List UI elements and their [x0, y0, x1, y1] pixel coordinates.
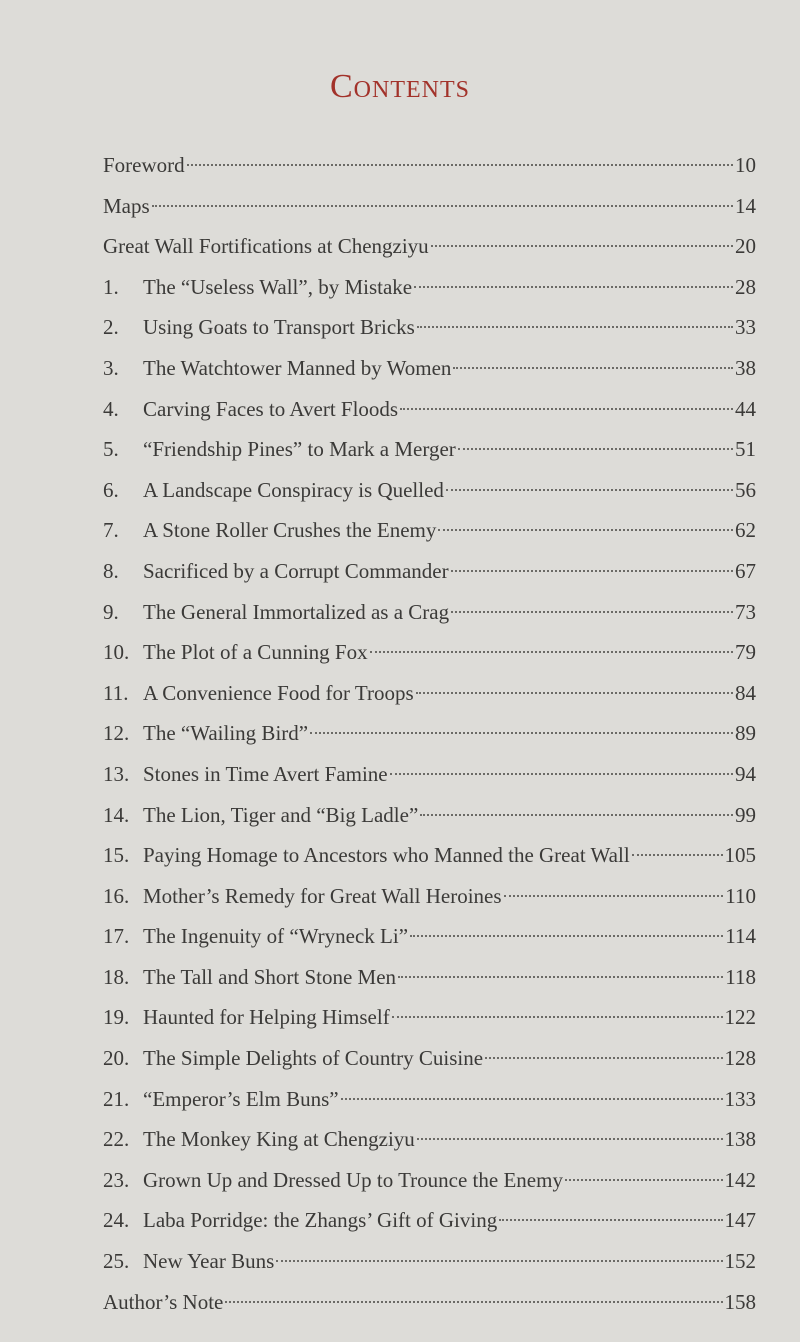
dot-leader	[276, 1260, 722, 1262]
dot-leader	[410, 935, 723, 937]
toc-entry	[103, 1038, 756, 1079]
toc-entry-number: 24.	[103, 1208, 130, 1233]
dot-leader	[485, 1057, 722, 1059]
toc-entry-title: The Simple Delights of Country Cuisine	[143, 1046, 484, 1071]
toc-entry-number: 4.	[103, 396, 119, 421]
toc-entry-page: 67	[735, 558, 756, 583]
toc-entry	[103, 470, 756, 511]
toc-entry-page: 128	[724, 1046, 756, 1071]
dot-leader	[499, 1219, 722, 1221]
dot-leader	[390, 773, 733, 775]
toc-entry-title: The General Immortalized as a Crag	[143, 599, 450, 624]
toc-entry	[103, 673, 756, 714]
toc-entry-title: Using Goats to Transport Bricks	[143, 315, 415, 340]
dot-leader	[458, 448, 733, 450]
dot-leader	[341, 1098, 723, 1100]
toc-entry-title: The “Useless Wall”, by Mistake	[143, 274, 413, 299]
toc-entry	[103, 632, 756, 673]
dot-leader	[417, 326, 733, 328]
toc-entry	[103, 510, 756, 551]
toc-entry-page: 73	[735, 599, 756, 624]
dot-leader	[451, 611, 733, 613]
toc-entry	[103, 348, 756, 389]
toc-entry	[103, 1079, 756, 1120]
toc-entry-page: 14	[735, 193, 756, 218]
toc-entry-title: The Monkey King at Chengziyu	[143, 1127, 415, 1152]
table-of-contents	[103, 145, 756, 1322]
toc-entry-number: 1.	[103, 274, 119, 299]
toc-entry-title: Sacrificed by a Corrupt Commander	[143, 558, 449, 583]
dot-leader	[152, 205, 733, 207]
toc-entry-title: Maps	[103, 193, 150, 218]
toc-entry-number: 14.	[103, 802, 130, 827]
toc-entry-title: Great Wall Fortifications at Chengziyu	[103, 234, 429, 259]
toc-entry-title: The Watchtower Manned by Women	[143, 355, 452, 380]
toc-entry-page: 122	[724, 1005, 756, 1030]
toc-entry-page: 147	[724, 1208, 756, 1233]
dot-leader	[414, 286, 733, 288]
dot-leader	[416, 692, 733, 694]
toc-entry-page: 33	[735, 315, 756, 340]
toc-entry-number: 11.	[103, 680, 129, 705]
toc-entry-title: The “Wailing Bird”	[143, 721, 309, 746]
toc-entry	[103, 186, 756, 227]
dot-leader	[310, 732, 733, 734]
dot-leader	[417, 1138, 723, 1140]
toc-entry-page: 79	[735, 640, 756, 665]
dot-leader	[451, 570, 733, 572]
toc-entry-page: 62	[735, 518, 756, 543]
toc-entry	[103, 551, 756, 592]
toc-entry-title: The Lion, Tiger and “Big Ladle”	[143, 802, 419, 827]
toc-entry-number: 8.	[103, 558, 119, 583]
toc-entry-number: 12.	[103, 721, 130, 746]
toc-entry-number: 18.	[103, 964, 130, 989]
dot-leader	[187, 164, 733, 166]
dot-leader	[632, 854, 723, 856]
toc-entry-page: 10	[735, 153, 756, 177]
toc-entry-page: 89	[735, 721, 756, 746]
toc-entry-number: 6.	[103, 477, 119, 502]
toc-entry-page: 118	[725, 964, 756, 989]
toc-entry-number: 20.	[103, 1046, 130, 1071]
toc-entry	[103, 997, 756, 1038]
toc-entry-page: 152	[724, 1249, 756, 1274]
toc-entry-number: 3.	[103, 355, 119, 380]
dot-leader	[446, 489, 733, 491]
toc-entry-title: Haunted for Helping Himself	[143, 1005, 390, 1030]
toc-entry-title: New Year Buns	[143, 1249, 275, 1274]
toc-entry-page: 20	[735, 234, 756, 259]
toc-entry-title: Grown Up and Dressed Up to Trounce the Enemy	[143, 1167, 563, 1192]
toc-entry-title: Author’s Note	[103, 1289, 224, 1314]
toc-entry	[103, 1241, 756, 1282]
toc-entry-title: “Emperor’s Elm Buns”	[143, 1086, 339, 1111]
toc-entry	[103, 226, 756, 267]
toc-entry-number: 10.	[103, 640, 130, 665]
toc-entry-page: 56	[735, 477, 756, 502]
toc-entry-page: 94	[735, 761, 756, 786]
toc-entry-number: 22.	[103, 1127, 130, 1152]
toc-entry-page: 114	[725, 924, 756, 949]
dot-leader	[453, 367, 733, 369]
toc-entry	[103, 389, 756, 430]
toc-entry	[103, 916, 756, 957]
toc-entry	[103, 429, 756, 470]
toc-entry	[103, 592, 756, 633]
toc-entry-number: 21.	[103, 1086, 130, 1111]
toc-entry-number: 17.	[103, 924, 130, 949]
toc-entry	[103, 1200, 756, 1241]
toc-entry-title: The Ingenuity of “Wryneck Li”	[143, 924, 409, 949]
toc-entry-page: 84	[735, 680, 756, 705]
toc-entry-page: 51	[735, 437, 756, 462]
toc-entry-page: 44	[735, 396, 756, 421]
toc-entry	[103, 145, 756, 186]
toc-entry-number: 19.	[103, 1005, 130, 1030]
toc-entry	[103, 307, 756, 348]
toc-entry-page: 138	[724, 1127, 756, 1152]
toc-entry-number: 23.	[103, 1167, 130, 1192]
toc-entry	[103, 1119, 756, 1160]
toc-entry-page: 110	[725, 883, 756, 908]
toc-entry	[103, 876, 756, 917]
toc-entry	[103, 1160, 756, 1201]
toc-entry-title: Carving Faces to Avert Floods	[143, 396, 399, 421]
toc-entry-number: 16.	[103, 883, 130, 908]
toc-entry	[103, 267, 756, 308]
toc-entry	[103, 957, 756, 998]
toc-entry-title: Mother’s Remedy for Great Wall Heroines	[143, 883, 502, 908]
toc-entry-number: 25.	[103, 1249, 130, 1274]
toc-entry-title: A Convenience Food for Troops	[143, 680, 414, 705]
toc-entry-number: 13.	[103, 761, 130, 786]
toc-entry-page: 38	[735, 355, 756, 380]
toc-entry-title: A Landscape Conspiracy is Quelled	[143, 477, 444, 502]
toc-entry	[103, 795, 756, 836]
dot-leader	[420, 814, 733, 816]
toc-entry-page: 158	[724, 1289, 756, 1314]
toc-entry-title: A Stone Roller Crushes the Enemy	[143, 518, 437, 543]
toc-entry-page: 142	[724, 1167, 756, 1192]
toc-entry-title: The Tall and Short Stone Men	[143, 964, 397, 989]
toc-entry-title: Stones in Time Avert Famine	[143, 761, 388, 786]
dot-leader	[398, 976, 723, 978]
toc-entry	[103, 713, 756, 754]
toc-entry-number: 5.	[103, 437, 119, 462]
toc-entry-number: 9.	[103, 599, 119, 624]
toc-entry	[103, 754, 756, 795]
toc-entry	[103, 1282, 756, 1323]
dot-leader	[370, 651, 733, 653]
toc-entry-number: 15.	[103, 843, 130, 868]
dot-leader	[225, 1301, 722, 1303]
dot-leader	[431, 245, 733, 247]
toc-entry-page: 105	[724, 843, 756, 868]
toc-entry-number: 7.	[103, 518, 119, 543]
dot-leader	[504, 895, 724, 897]
toc-entry-title: The Plot of a Cunning Fox	[143, 640, 368, 665]
toc-entry-page: 28	[735, 274, 756, 299]
dot-leader	[565, 1179, 723, 1181]
toc-entry-title: Laba Porridge: the Zhangs’ Gift of Giving	[143, 1208, 498, 1233]
dot-leader	[392, 1016, 723, 1018]
dot-leader	[400, 408, 733, 410]
toc-entry-page: 99	[735, 802, 756, 827]
toc-entry-title: Foreword	[103, 153, 185, 177]
toc-entry	[103, 835, 756, 876]
toc-entry-title: “Friendship Pines” to Mark a Merger	[143, 437, 456, 462]
toc-entry-number: 2.	[103, 315, 119, 340]
toc-entry-page: 133	[724, 1086, 756, 1111]
page-title: Contents	[329, 68, 470, 105]
dot-leader	[438, 529, 733, 531]
toc-entry-title: Paying Homage to Ancestors who Manned the Great Wall	[143, 843, 630, 868]
